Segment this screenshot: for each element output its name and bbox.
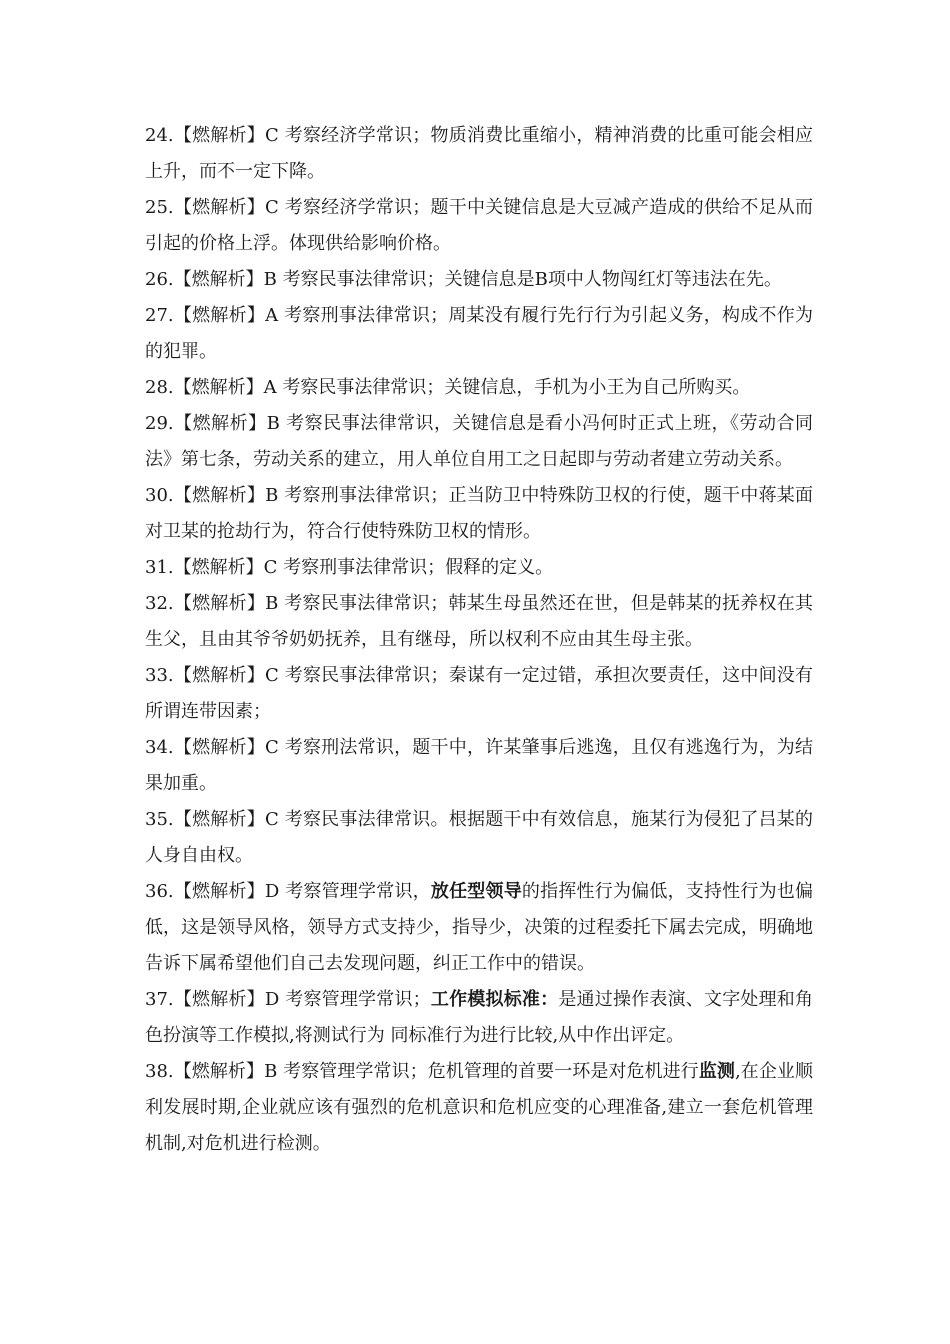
explanation-text: 考察管理学常识； [279,989,431,1010]
answer-explanation-item [145,406,813,478]
explanation-tag: 【燃解析】 [173,269,264,290]
explanation-text: 的指挥性行为偏低，支持性行为也偏低，这是领导风格，领导方式支持少，指导少，决策的过程委托下属去完成，明确地告诉下属希望他们自己去发现问题，纠正工作中的错误。 [145,881,814,974]
answer-explanation-item [145,982,813,1054]
explanation-text: 考察管理学常识；危机管理的首要一环是对危机进行 [277,1061,699,1082]
question-number: 29. [145,413,174,434]
explanation-text: ,在企业顺利发展时期,企业就应该有强烈的危机意识和危机应变的心理准备,建立一套危机管理机制,对危机进行检测。 [145,1061,814,1154]
explanation-text: 考察民事法律常识。根据题干中有效信息，施某行为侵犯了吕某的人身自由权。 [145,809,814,866]
answer-explanation-item [145,658,813,730]
explanation-tag: 【燃解析】 [173,665,265,686]
answer-letter: D [264,989,280,1010]
answer-letter: B [266,413,280,434]
explanation-tag: 【燃解析】 [173,485,266,506]
explanation-text: 考察民事法律常识；关键信息是B项中人物闯红灯等违法在先。 [276,269,782,290]
question-number: 28. [145,377,174,398]
question-number: 35. [145,809,174,830]
answer-explanation-item [145,802,813,874]
explanation-text: 考察民事法律常识；关键信息，手机为小王为自己所购买。 [276,377,751,398]
question-number: 33. [145,665,174,686]
answer-letter: B [265,593,279,614]
answer-explanation-item [145,874,813,982]
explanation-tag: 【燃解析】 [173,557,264,578]
explanation-tag: 【燃解析】 [173,413,267,434]
answer-explanation-item [145,478,813,550]
question-number: 37. [145,989,174,1010]
explanation-text: 考察刑事法律常识；正当防卫中特殊防卫权的行使，题干中蒋某面对卫某的抢劫行为，符合行使特殊防卫权的情形。 [145,485,814,542]
explanation-text: 考察民事法律常识，关键信息是看小冯何时正式上班，《劳动合同法》第七条，劳动关系的建立，用人单位自用工之日起即与劳动者建立劳动关系。 [145,413,814,470]
key-term: 工作模拟标准： [430,989,559,1010]
explanation-tag: 【燃解析】 [173,125,265,146]
explanation-tag: 【燃解析】 [173,989,265,1010]
key-term: 监测 [698,1061,735,1082]
explanation-tag: 【燃解析】 [173,377,264,398]
answer-letter: C [265,197,279,218]
explanation-text: 考察刑事法律常识；周某没有履行先行行为引起义务，构成不作为的犯罪。 [145,305,814,362]
answer-letter: B [264,1061,278,1082]
explanation-tag: 【燃解析】 [173,593,266,614]
explanation-tag: 【燃解析】 [173,197,265,218]
answer-explanation-item [145,298,813,370]
answer-letter: A [265,305,279,326]
answer-letter: C [265,737,279,758]
explanation-text: 考察民事法律常识；秦谋有一定过错，承担次要责任，这中间没有所谓连带因素； [145,665,814,722]
question-number: 36. [145,881,174,902]
question-number: 30. [145,485,174,506]
answer-explanation-item [145,586,813,658]
answer-letter: B [265,485,279,506]
explanation-tag: 【燃解析】 [173,809,265,830]
question-number: 38. [145,1061,174,1082]
explanation-text: 考察管理学常识， [279,881,431,902]
question-number: 27. [145,305,174,326]
answer-letter: C [265,809,279,830]
answer-explanation-item [145,370,813,406]
explanation-tag: 【燃解析】 [173,1061,265,1082]
explanation-text: 考察民事法律常识；韩某生母虽然还在世，但是韩某的抚养权在其生父，且由其爷爷奶奶抚养，且有继母，所以权利不应由其生母主张。 [145,593,814,650]
answer-explanation-item [145,190,813,262]
explanation-text: 考察经济学常识；物质消费比重缩小，精神消费的比重可能会相应上升，而不一定下降。 [145,125,814,182]
answer-explanation-item [145,550,813,586]
answer-explanation-item [145,730,813,802]
explanation-text: 考察刑事法律常识；假释的定义。 [277,557,554,578]
question-number: 32. [145,593,174,614]
question-number: 25. [145,197,174,218]
answer-letter: D [264,881,280,902]
explanation-text: 是通过操作表演、文字处理和角色扮演等工作模拟,将测试行为 同标准行为进行比较,从中作出评定。 [145,989,814,1046]
document-page [145,118,813,1162]
question-number: 26. [145,269,174,290]
answer-explanation-item [145,262,813,298]
answer-letter: C [263,557,278,578]
explanation-tag: 【燃解析】 [173,737,265,758]
answer-explanation-item [145,1054,813,1162]
key-term: 放任型领导 [430,881,522,902]
question-number: 31. [145,557,174,578]
question-number: 34. [145,737,174,758]
explanation-text: 考察刑法常识，题干中，许某肇事后逃逸，且仅有逃逸行为，为结果加重。 [145,737,814,794]
question-number: 24. [145,125,174,146]
answer-letter: A [263,377,277,398]
explanation-tag: 【燃解析】 [173,881,265,902]
answer-letter: B [263,269,277,290]
answer-explanation-list [145,118,813,1162]
answer-letter: C [265,125,279,146]
explanation-text: 考察经济学常识；题干中关键信息是大豆减产造成的供给不足从而引起的价格上浮。体现供给影响价格。 [145,197,814,254]
answer-explanation-item [145,118,813,190]
explanation-tag: 【燃解析】 [173,305,266,326]
answer-letter: C [265,665,279,686]
